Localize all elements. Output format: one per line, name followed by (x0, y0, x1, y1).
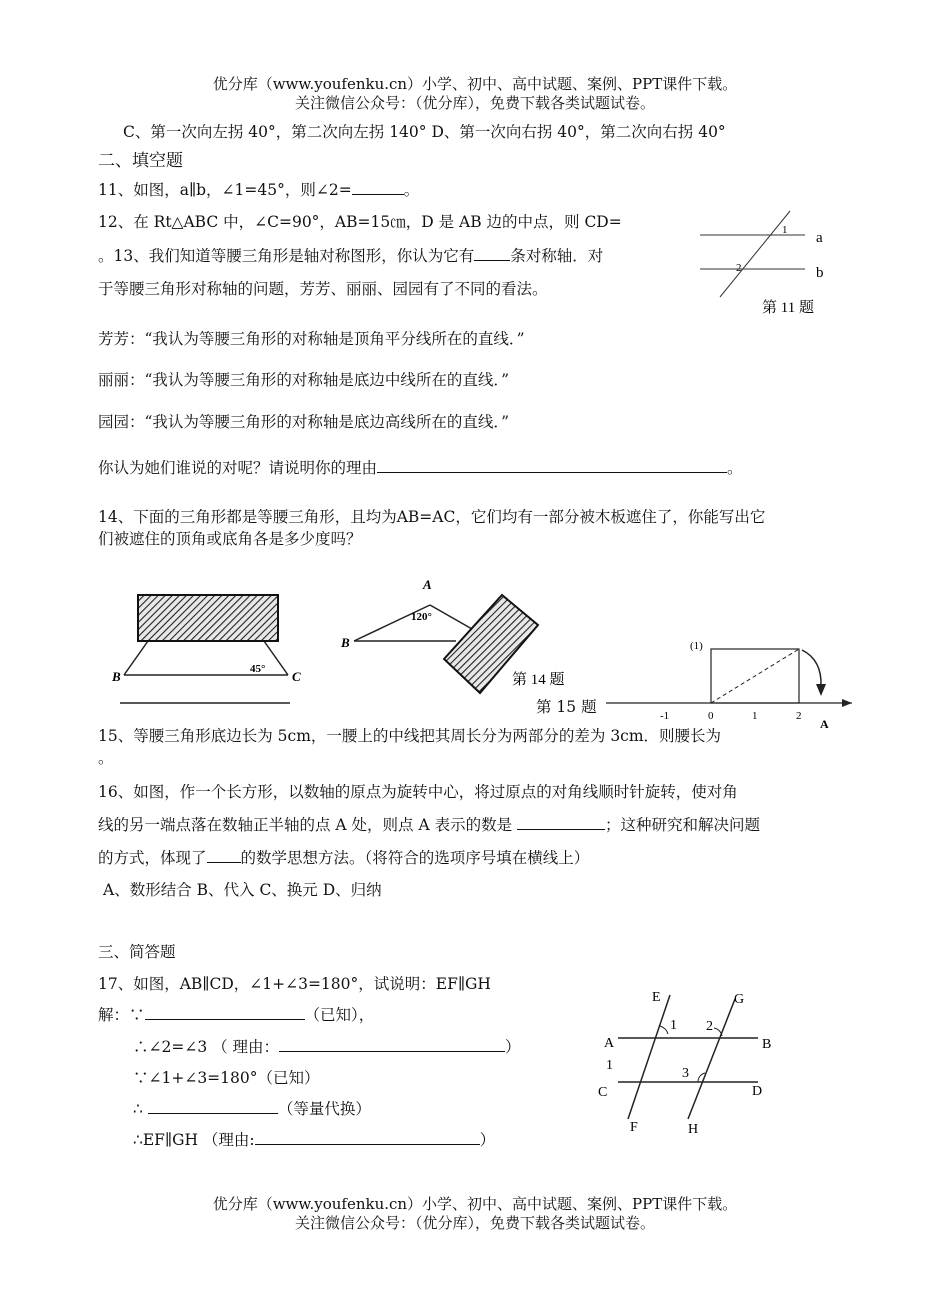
fig17-angle-1-left: 1 (606, 1058, 613, 1073)
q17-step-1: 解：∵ （已知）， (98, 1006, 375, 1024)
q13-line-1: 。13、我们知道等腰三角形是轴对称图形，你认为它有 条对称轴．对 (98, 247, 604, 265)
fig11-label-a: a (816, 230, 823, 246)
fig11-angle-2: 2 (736, 262, 742, 274)
section-3-title: 三、简答题 (98, 943, 176, 961)
q17-stem: 17、如图，AB∥CD，∠1+∠3=180°，试说明：EF∥GH (98, 975, 491, 993)
axis-arrow (842, 699, 852, 707)
tick-label-neg1: -1 (660, 710, 670, 722)
angle-1-arc (660, 1026, 668, 1034)
q16-line-3: 的方式，体现了 的数学思想方法。（将符合的选项序号填在横线上） (98, 849, 590, 867)
fig17-label-d: D (752, 1084, 763, 1099)
fig17-label-e: E (652, 990, 661, 1005)
left-side-ac (264, 641, 288, 675)
fig17-label-c: C (598, 1085, 608, 1100)
q16-line-2: 线的另一端点落在数轴正半轴的点 A 处，则点 A 表示的数是 ；这种研究和解决问题 (98, 816, 761, 834)
fig14-caption: 第 14 题 (512, 672, 565, 688)
fig17-angle-3: 3 (682, 1066, 689, 1081)
transversal (720, 211, 790, 297)
q12-text: 12、在 Rt△ABC 中，∠C=90°，AB=15㎝，D 是 AB 边的中点，则 CD= (98, 213, 622, 231)
left-board (138, 595, 278, 641)
header-line-2: 关注微信公众号：（优分库），免费下载各类试题试卷。 (294, 94, 655, 112)
figure-11 (690, 205, 840, 320)
rotation-arc (802, 650, 821, 686)
q15-line-1: 15、等腰三角形底边长为 5cm，一腰上的中线把其周长分为两部分的差为 3cm．则腰长为 (98, 727, 722, 745)
section-2-title: 二、填空题 (98, 151, 183, 171)
q13-question: 你认为她们谁说的对呢？请说明你的理由 。 (98, 459, 743, 477)
right-side-ac (430, 605, 472, 629)
fig11-angle-1: 1 (782, 224, 788, 236)
point-a-label: A (820, 717, 829, 731)
fig17-label-h: H (688, 1122, 699, 1137)
line-gh (688, 999, 735, 1119)
left-angle-45: 45° (250, 663, 266, 675)
line-ef (628, 995, 670, 1119)
right-angle-120: 120° (411, 611, 432, 623)
q14-line-1: 14、下面的三角形都是等腰三角形，且均为AB=AC，它们均有一部分被木板遮住了，你能写出它 (98, 508, 766, 526)
q10-options: C、第一次向左拐 40°，第二次向左拐 140° D、第一次向右拐 40°，第二次向右拐 40° (123, 123, 726, 141)
rotation-arrow (816, 684, 826, 696)
q17-step-4: ∴ （等量代换） (133, 1100, 371, 1118)
figure-14 (100, 575, 620, 715)
q16-line-1: 16、如图，作一个长方形，以数轴的原点为旋转中心，将过原点的对角线顺时针旋转，使对角 (98, 783, 738, 801)
diagonal (711, 649, 799, 703)
q16-options: A、数形结合 B、代入 C、换元 D、归纳 (103, 881, 382, 899)
q15-line-2: 。 (98, 749, 114, 767)
left-label-b: B (112, 669, 121, 684)
header-line-1: 优分库（www.youfenku.cn）小学、初中、高中试题、案例、PPT课件下载。 (212, 75, 738, 93)
q14-line-2: 们被遮住的顶角或底角各是多少度吗？ (98, 530, 362, 548)
right-label-b: B (341, 635, 350, 650)
q13-line-2: 于等腰三角形对称轴的问题，芳芳、丽丽、园园有了不同的看法。 (98, 280, 548, 298)
fig11-caption: 第 11 题 (762, 300, 814, 316)
q11-text: 11、如图，a∥b，∠1=45°，则∠2= 。 (98, 181, 420, 199)
fig17-angle-2: 2 (706, 1019, 713, 1034)
fig17-label-a: A (604, 1036, 615, 1051)
left-label-c: C (292, 669, 301, 684)
tick-label-0: 0 (708, 710, 714, 722)
footer-line-1: 优分库（www.youfenku.cn）小学、初中、高中试题、案例、PPT课件下载。 (212, 1195, 738, 1213)
left-side-ab (124, 641, 148, 675)
q17-step-3: ∵∠1+∠3=180°（已知） (133, 1069, 320, 1087)
footer-line-2: 关注微信公众号：（优分库），免费下载各类试题试卷。 (294, 1214, 655, 1232)
fig11-label-b: b (816, 265, 824, 281)
fig17-angle-1-top: 1 (670, 1018, 677, 1033)
tick-label-1: 1 (752, 710, 758, 722)
q13-yuanyuan: 园园：“我认为等腰三角形的对称轴是底边高线所在的直线．” (98, 413, 510, 431)
fig15-caption: 第 15 题 (536, 698, 597, 716)
figure-17 (590, 985, 790, 1135)
right-label-a: A (423, 577, 432, 592)
tick-label-2: 2 (796, 710, 802, 722)
q17-step-5: ∴EF∥GH （理由: ） (133, 1131, 496, 1149)
fig17-label-f: F (630, 1120, 638, 1135)
q13-fangfang: 芳芳：“我认为等腰三角形的对称轴是顶角平分线所在的直线．” (98, 330, 525, 348)
fig17-label-b: B (762, 1037, 772, 1052)
fig15-label-1: (1) (690, 640, 703, 652)
fig17-label-g: G (734, 992, 745, 1007)
figure-15 (600, 630, 860, 730)
q17-step-2: ∴∠2=∠3 （ 理由： ） (133, 1038, 521, 1056)
q13-lili: 丽丽：“我认为等腰三角形的对称轴是底边中线所在的直线．” (98, 371, 510, 389)
